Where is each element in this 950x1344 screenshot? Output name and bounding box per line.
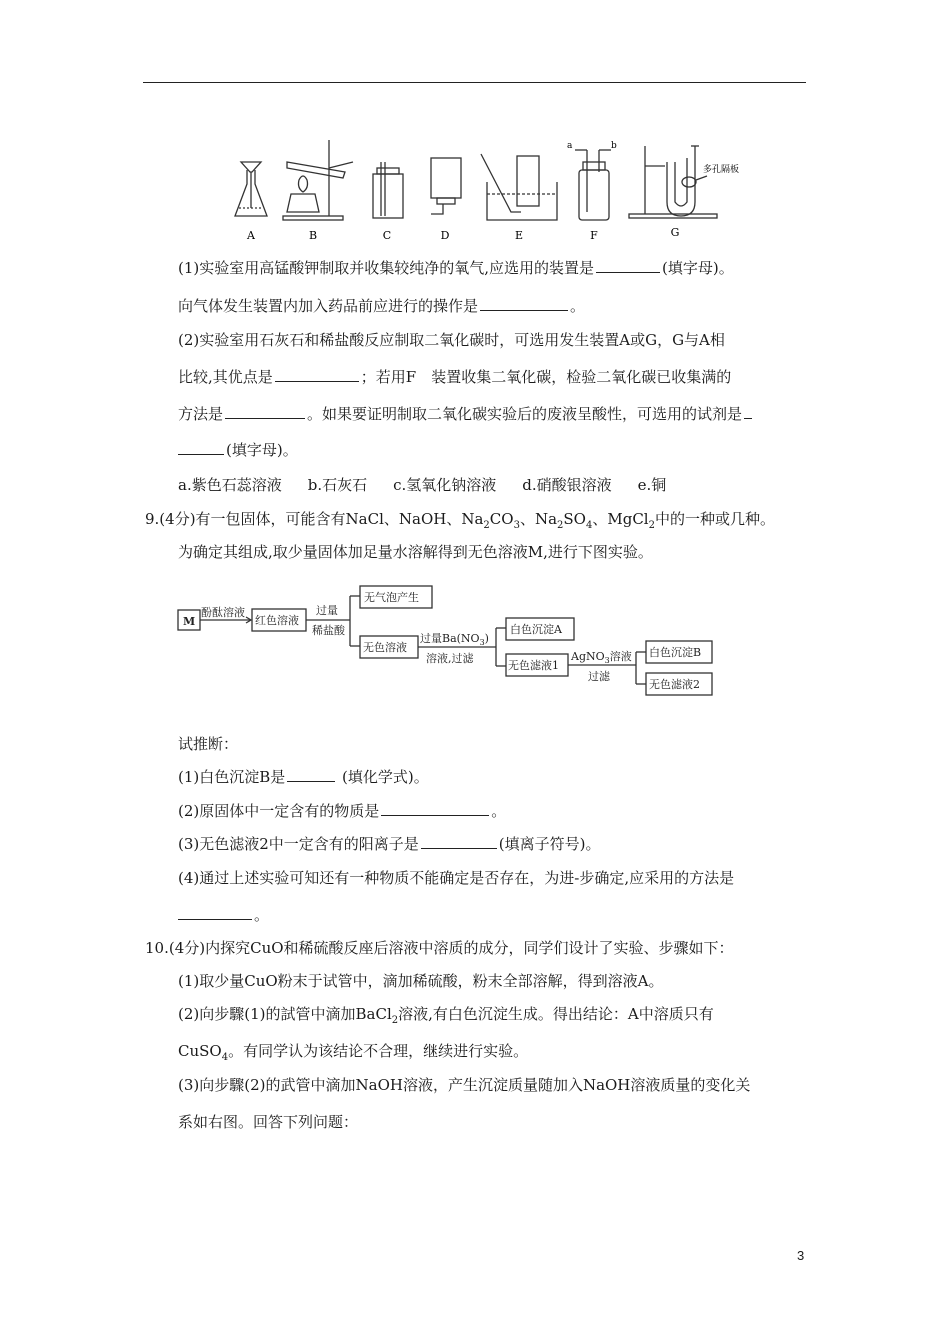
apparatus-f	[575, 150, 611, 220]
flow-filtrate-2: 无色滤液2	[649, 678, 700, 691]
flow-step3c: 溶液,过滤	[426, 652, 474, 665]
q10-step3-cont: 系如右图。回答下列问题：	[178, 1113, 359, 1131]
label-g-note: 多孔隔板	[703, 165, 740, 175]
q10-step2-cont: CuSO$_4$。有同学认为该结论不合理，继续进行实验。	[178, 1042, 529, 1063]
flow-step2b: 稀盐酸	[312, 624, 345, 637]
q9-infer: 试推断：	[178, 735, 239, 753]
flow-colorless: 无色溶液	[363, 641, 407, 654]
q8-blank-2[interactable]	[480, 296, 568, 311]
option-c[interactable]: c.氢氧化钠溶液	[393, 476, 497, 494]
q8-blank-5a[interactable]	[744, 404, 752, 419]
label-g: G	[670, 226, 680, 239]
option-a[interactable]: a.紫色石蕊溶液	[178, 476, 282, 494]
label-f-b: b	[611, 141, 617, 151]
q10-step2: (2)向步驟(1)的試管中滴加BaCl$_2$溶液,有白色沉淀生成。得出结论：A中溶质只有	[178, 1005, 714, 1026]
q9-q4: (4)通过上述实验可知还有一种物质不能确定是否存在，为进-步确定,应采用的方法是	[178, 869, 735, 887]
q8-blank-1[interactable]	[596, 258, 660, 273]
label-a: A	[247, 229, 255, 242]
q9-q4-answer: 。	[178, 905, 269, 925]
flow-ppt-b: 白色沉淀B	[649, 646, 702, 659]
q8-blank-4[interactable]	[225, 404, 305, 419]
q8-line-5: 方法是 。如果要证明制取二氧化碳实验后的废液呈酸性，可选用的试剂是	[178, 404, 754, 424]
q8-options	[178, 475, 692, 495]
q8-line-4: 比较,其优点是 ；若用F 装置收集二氧化碳，检验二氧化碳已收集满的	[178, 368, 732, 386]
q9-q1: (1)白色沉淀B是 (填化学式)。	[178, 768, 429, 786]
label-c: C	[382, 229, 392, 242]
option-b[interactable]: b.石灰石	[307, 476, 368, 494]
option-d[interactable]: d.硝酸银溶液	[522, 476, 612, 494]
apparatus-g	[629, 146, 717, 218]
flow-step1: 酚酞溶液	[201, 606, 245, 619]
flow-step3: 过量$Ba(NO_3)$	[420, 632, 489, 647]
flow-filtrate-1: 无色滤液1	[508, 659, 559, 672]
q9-blank-4[interactable]	[178, 905, 252, 920]
label-e: E	[514, 229, 524, 242]
q8-line-3: (2)实验室用石灰石和稀盐酸反应制取二氧化碳时，可选用发生装置A或G，G与A相	[178, 331, 725, 349]
q8-blank-3[interactable]	[275, 367, 359, 382]
flow-m: M	[183, 615, 196, 628]
label-f-a: a	[567, 141, 573, 151]
apparatus-e	[481, 154, 557, 220]
page-number: 3	[797, 1248, 805, 1263]
flow-step4: AgNO$_3$溶液	[571, 650, 632, 665]
q9-flowchart	[174, 578, 724, 698]
q9-intro: 9.(4分)有一包固体，可能含有NaCl、NaOH、$Na_2CO_3$、$Na_2SO_4$、MgCl$_2$中的一种或几种。	[145, 510, 775, 531]
q8-line-2: 向气体发生装置内加入药品前应进行的操作是 。	[178, 297, 586, 315]
apparatus-c	[373, 162, 403, 218]
apparatus-figure	[225, 132, 745, 244]
q9-line-2: 为确定其组成,取少量固体加足量水溶解得到无色溶液M,进行下图实验。	[178, 543, 653, 561]
q8-blank-5b[interactable]	[178, 440, 224, 455]
q10-step1: (1)取少量CuO粉末于试管中，滴加稀硫酸，粉末全部溶解，得到溶液A。	[178, 972, 664, 990]
label-f: F	[590, 229, 598, 242]
label-b: B	[308, 229, 318, 242]
q8-line-6: (填字母)。	[178, 440, 298, 460]
flow-step4c: 过滤	[588, 670, 610, 683]
apparatus-a	[235, 162, 267, 216]
apparatus-d	[431, 158, 461, 214]
q9-blank-1[interactable]	[287, 767, 335, 782]
q10-step3: (3)向步驟(2)的武管中滴加NaOH溶液，产生沉淀质量随加入NaOH溶液质量的变化关	[178, 1076, 751, 1094]
label-d: D	[440, 229, 450, 242]
q10-intro: 10.(4分)内探究CuO和稀硫酸反座后溶液中溶质的成分，同学们设计了实验、步骤如下：	[145, 939, 734, 957]
q9-q3: (3)无色滤液2中一定含有的阳离子是 (填离子符号)。	[178, 835, 601, 853]
flow-step2a: 过量	[316, 604, 338, 617]
flow-ppt-a: 白色沉淀A	[510, 623, 562, 636]
flow-red: 红色溶液	[255, 614, 299, 627]
header-rule	[143, 82, 806, 83]
option-e[interactable]: e.铜	[637, 476, 667, 494]
q9-blank-2[interactable]	[381, 801, 489, 816]
q9-q2: (2)原固体中一定含有的物质是 。	[178, 802, 507, 820]
q8-line-1: (1)实验室用高锰酸钾制取并收集较纯净的氧气,应选用的装置是 (填字母)。	[178, 259, 734, 277]
apparatus-b	[283, 140, 353, 220]
flow-no-gas: 无气泡产生	[364, 591, 419, 604]
q9-blank-3[interactable]	[421, 834, 497, 849]
